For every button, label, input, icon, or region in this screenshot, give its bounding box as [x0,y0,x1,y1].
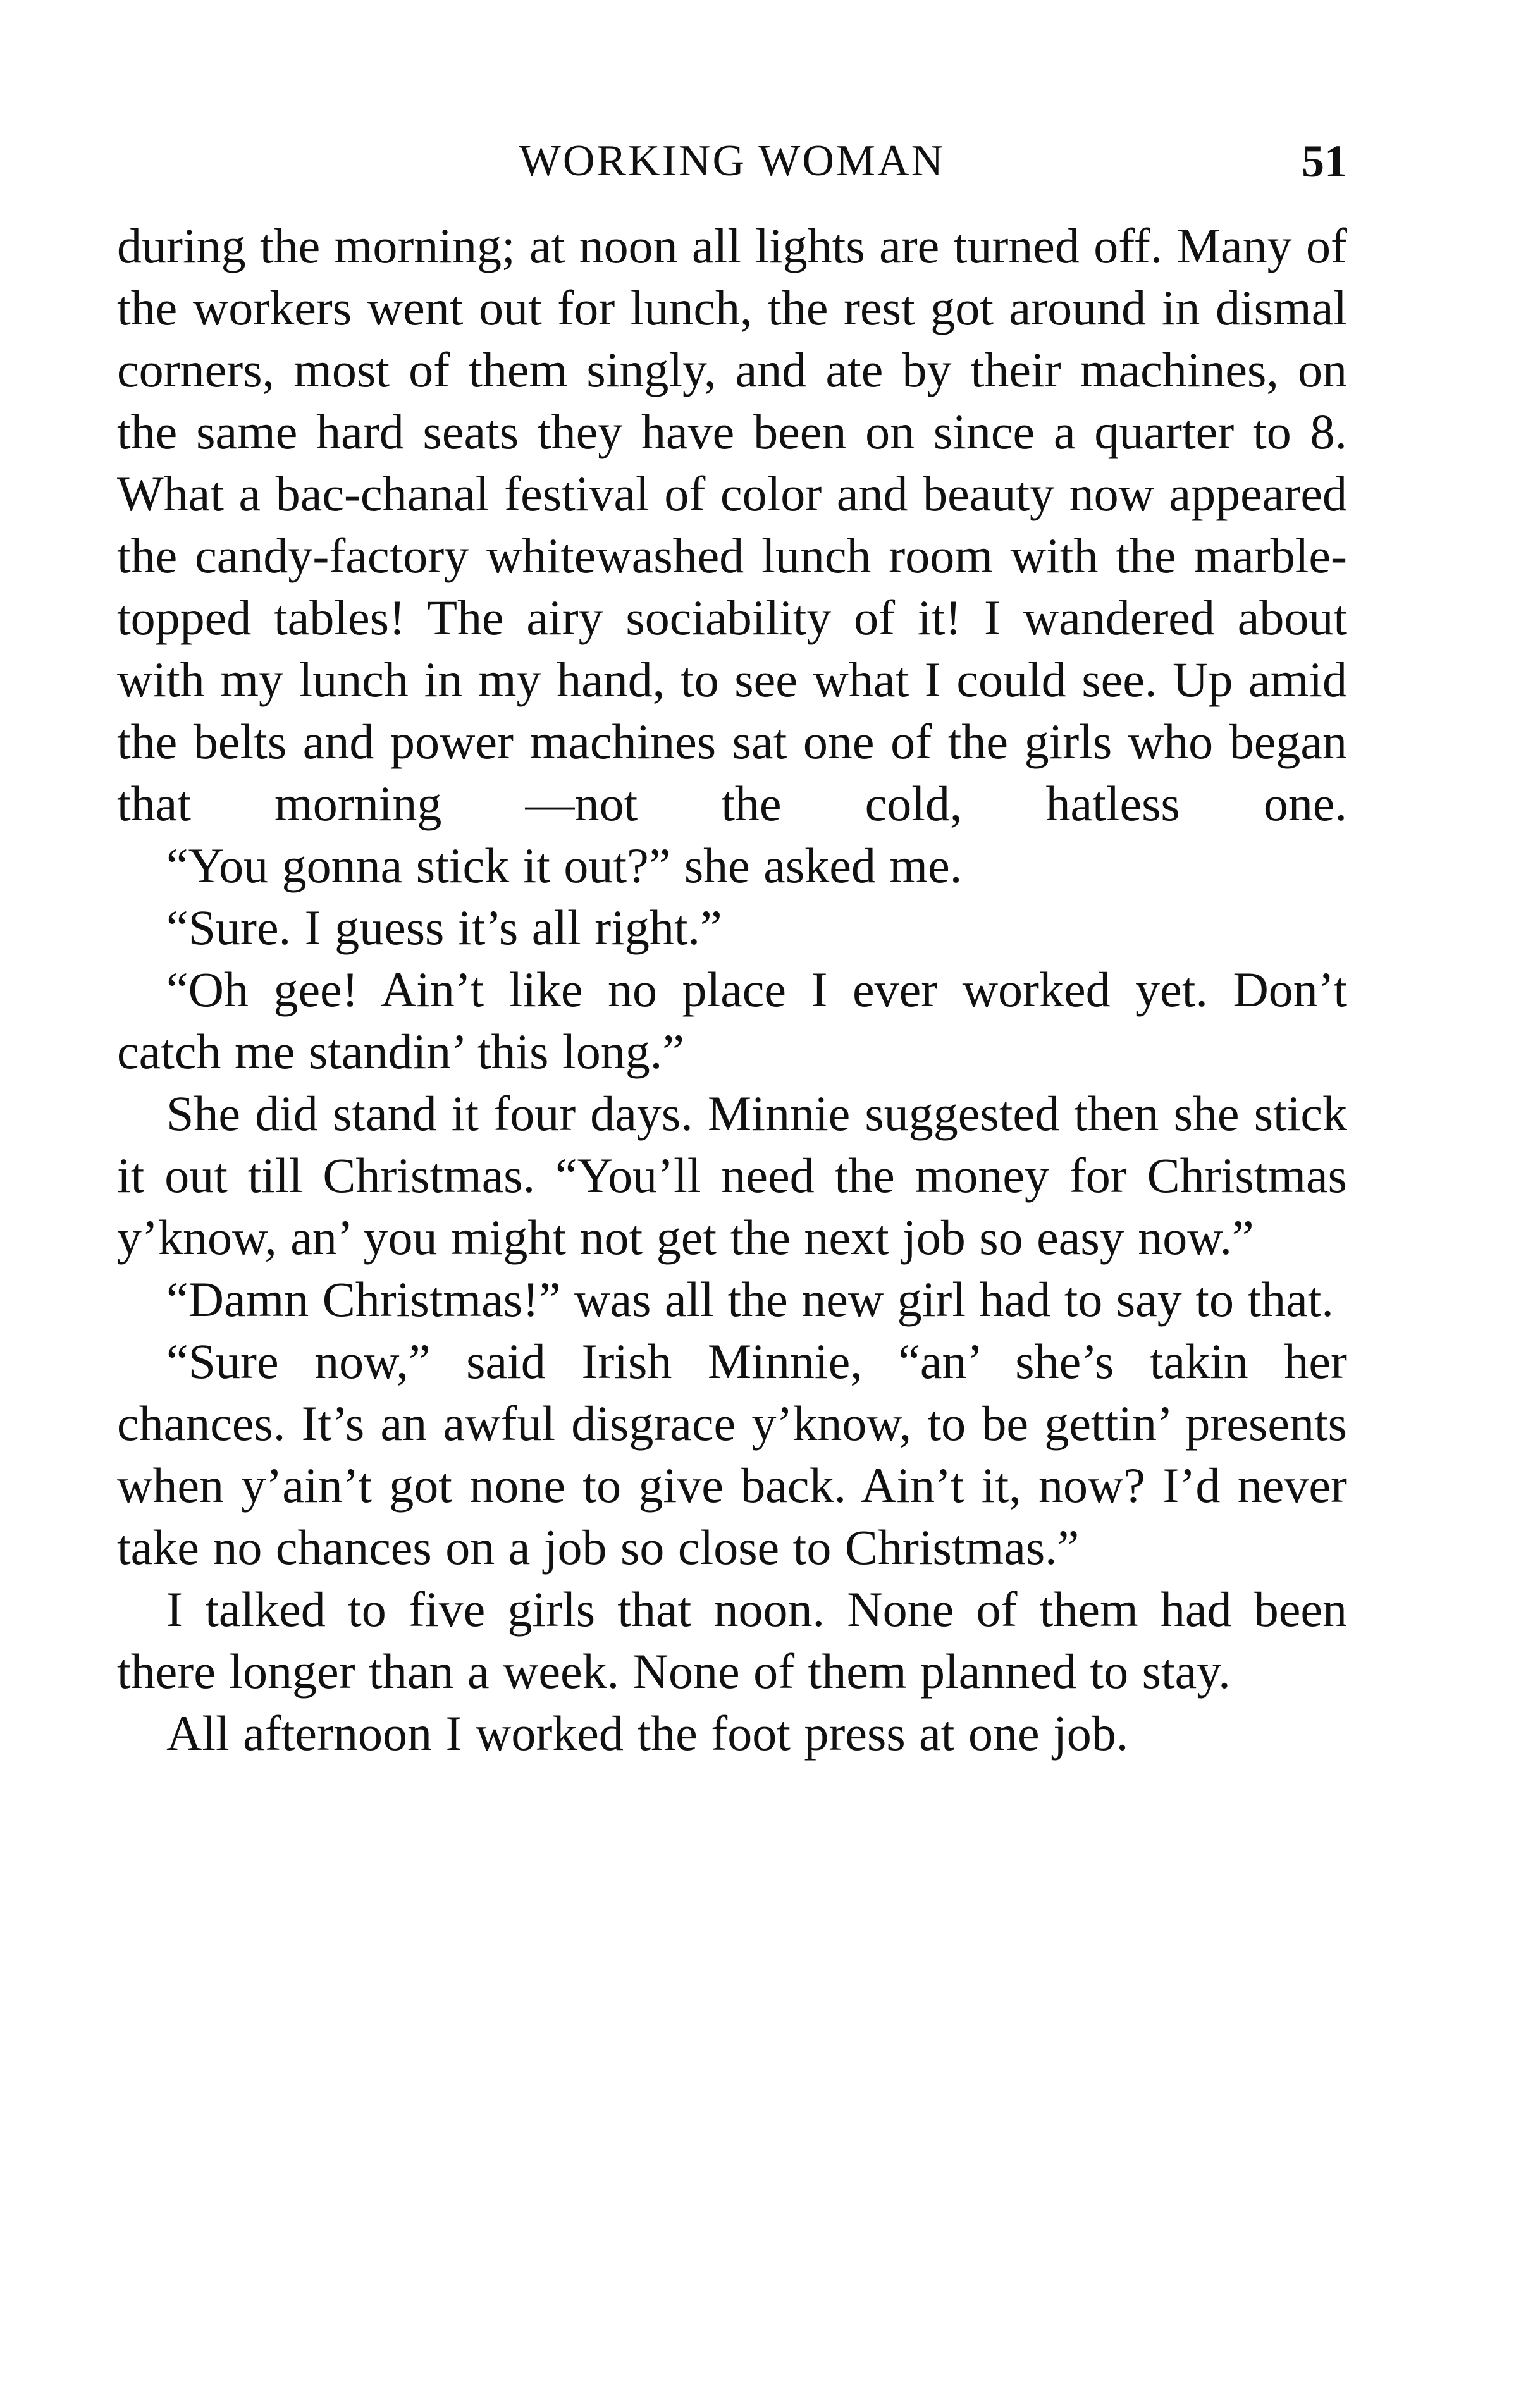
running-head [117,126,1347,196]
text-line: Many of the workers went out for lunch, the rest got [117,218,1347,335]
text-line: I wandered about with my lunch in my hand, to see [117,590,1347,707]
text-line: money for Christmas y’know, an’ you might not get [117,1148,1347,1265]
paragraph [117,835,1347,897]
text-line: “Sure now,” said Irish Minnie, “an’ she’s takin [166,1334,1248,1389]
text-line: around in dismal corners, most of them singly, and [117,280,1347,397]
body-text [117,215,1347,1764]
paragraph [117,897,1347,959]
paragraph [117,1269,1347,1331]
text-line: say to that. [1116,1272,1334,1327]
text-line: machines sat one of the girls who began that morning [117,714,1348,831]
text-line: she stick it out till Christmas. “You’ll need the [117,1086,1348,1203]
text-line: have been on since a quarter to 8. What a bac- [117,404,1348,521]
text-line: ate by their machines, on the same hard seats they [117,342,1348,459]
text-line: She did stand it four days. Minnie suggested then [166,1086,1159,1141]
text-line: gettin’ presents when y’ain’t got none to give back. [117,1396,1347,1513]
paragraph [117,1083,1347,1269]
text-line: All afternoon I worked the foot press at one job. [166,1706,1129,1761]
text-line: planned to stay. [920,1644,1231,1699]
text-line: —not the cold, hatless one. [525,776,1347,831]
text-line: been there longer than a week. None of them [117,1582,1348,1699]
paragraph [117,1331,1347,1578]
text-line: “Damn Christmas!” was all the new girl had to [166,1272,1103,1327]
text-line: during the morning; at noon all lights are turned off. [117,218,1163,273]
text-line: the next job so easy now.” [730,1210,1254,1265]
running-title: WORKING WOMAN [519,137,946,185]
text-line: so close to Christmas.” [620,1520,1080,1575]
paragraph [117,1702,1347,1764]
paragraph [117,215,1347,835]
paragraph [117,959,1347,1083]
text-line: the candy-factory whitewashed lunch room with the [117,528,1176,583]
text-line: her chances. It’s an awful disgrace y’know, to be [117,1334,1347,1451]
page-number: 51 [1302,136,1347,187]
text-line: chanal festival of color and beauty now appeared [360,466,1348,521]
text-line: I talked to five girls that noon. None of them had [166,1582,1232,1637]
text-line: what I could see. Up amid the belts and power [117,652,1347,769]
text-line: “Oh gee! Ain’t like no place I ever worked yet. [166,962,1208,1017]
text-line: “Sure. I guess it’s all right.” [166,900,722,955]
text-line: Ain’t it, now? I’d never take no chances on a job [117,1458,1347,1575]
text-line: Don’t catch me standin’ this long.” [117,962,1348,1079]
text-line: marble-topped tables! The airy sociability of it! [117,528,1347,645]
paragraph [117,1578,1347,1702]
text-line: “You gonna stick it out?” she asked me. [166,838,963,893]
